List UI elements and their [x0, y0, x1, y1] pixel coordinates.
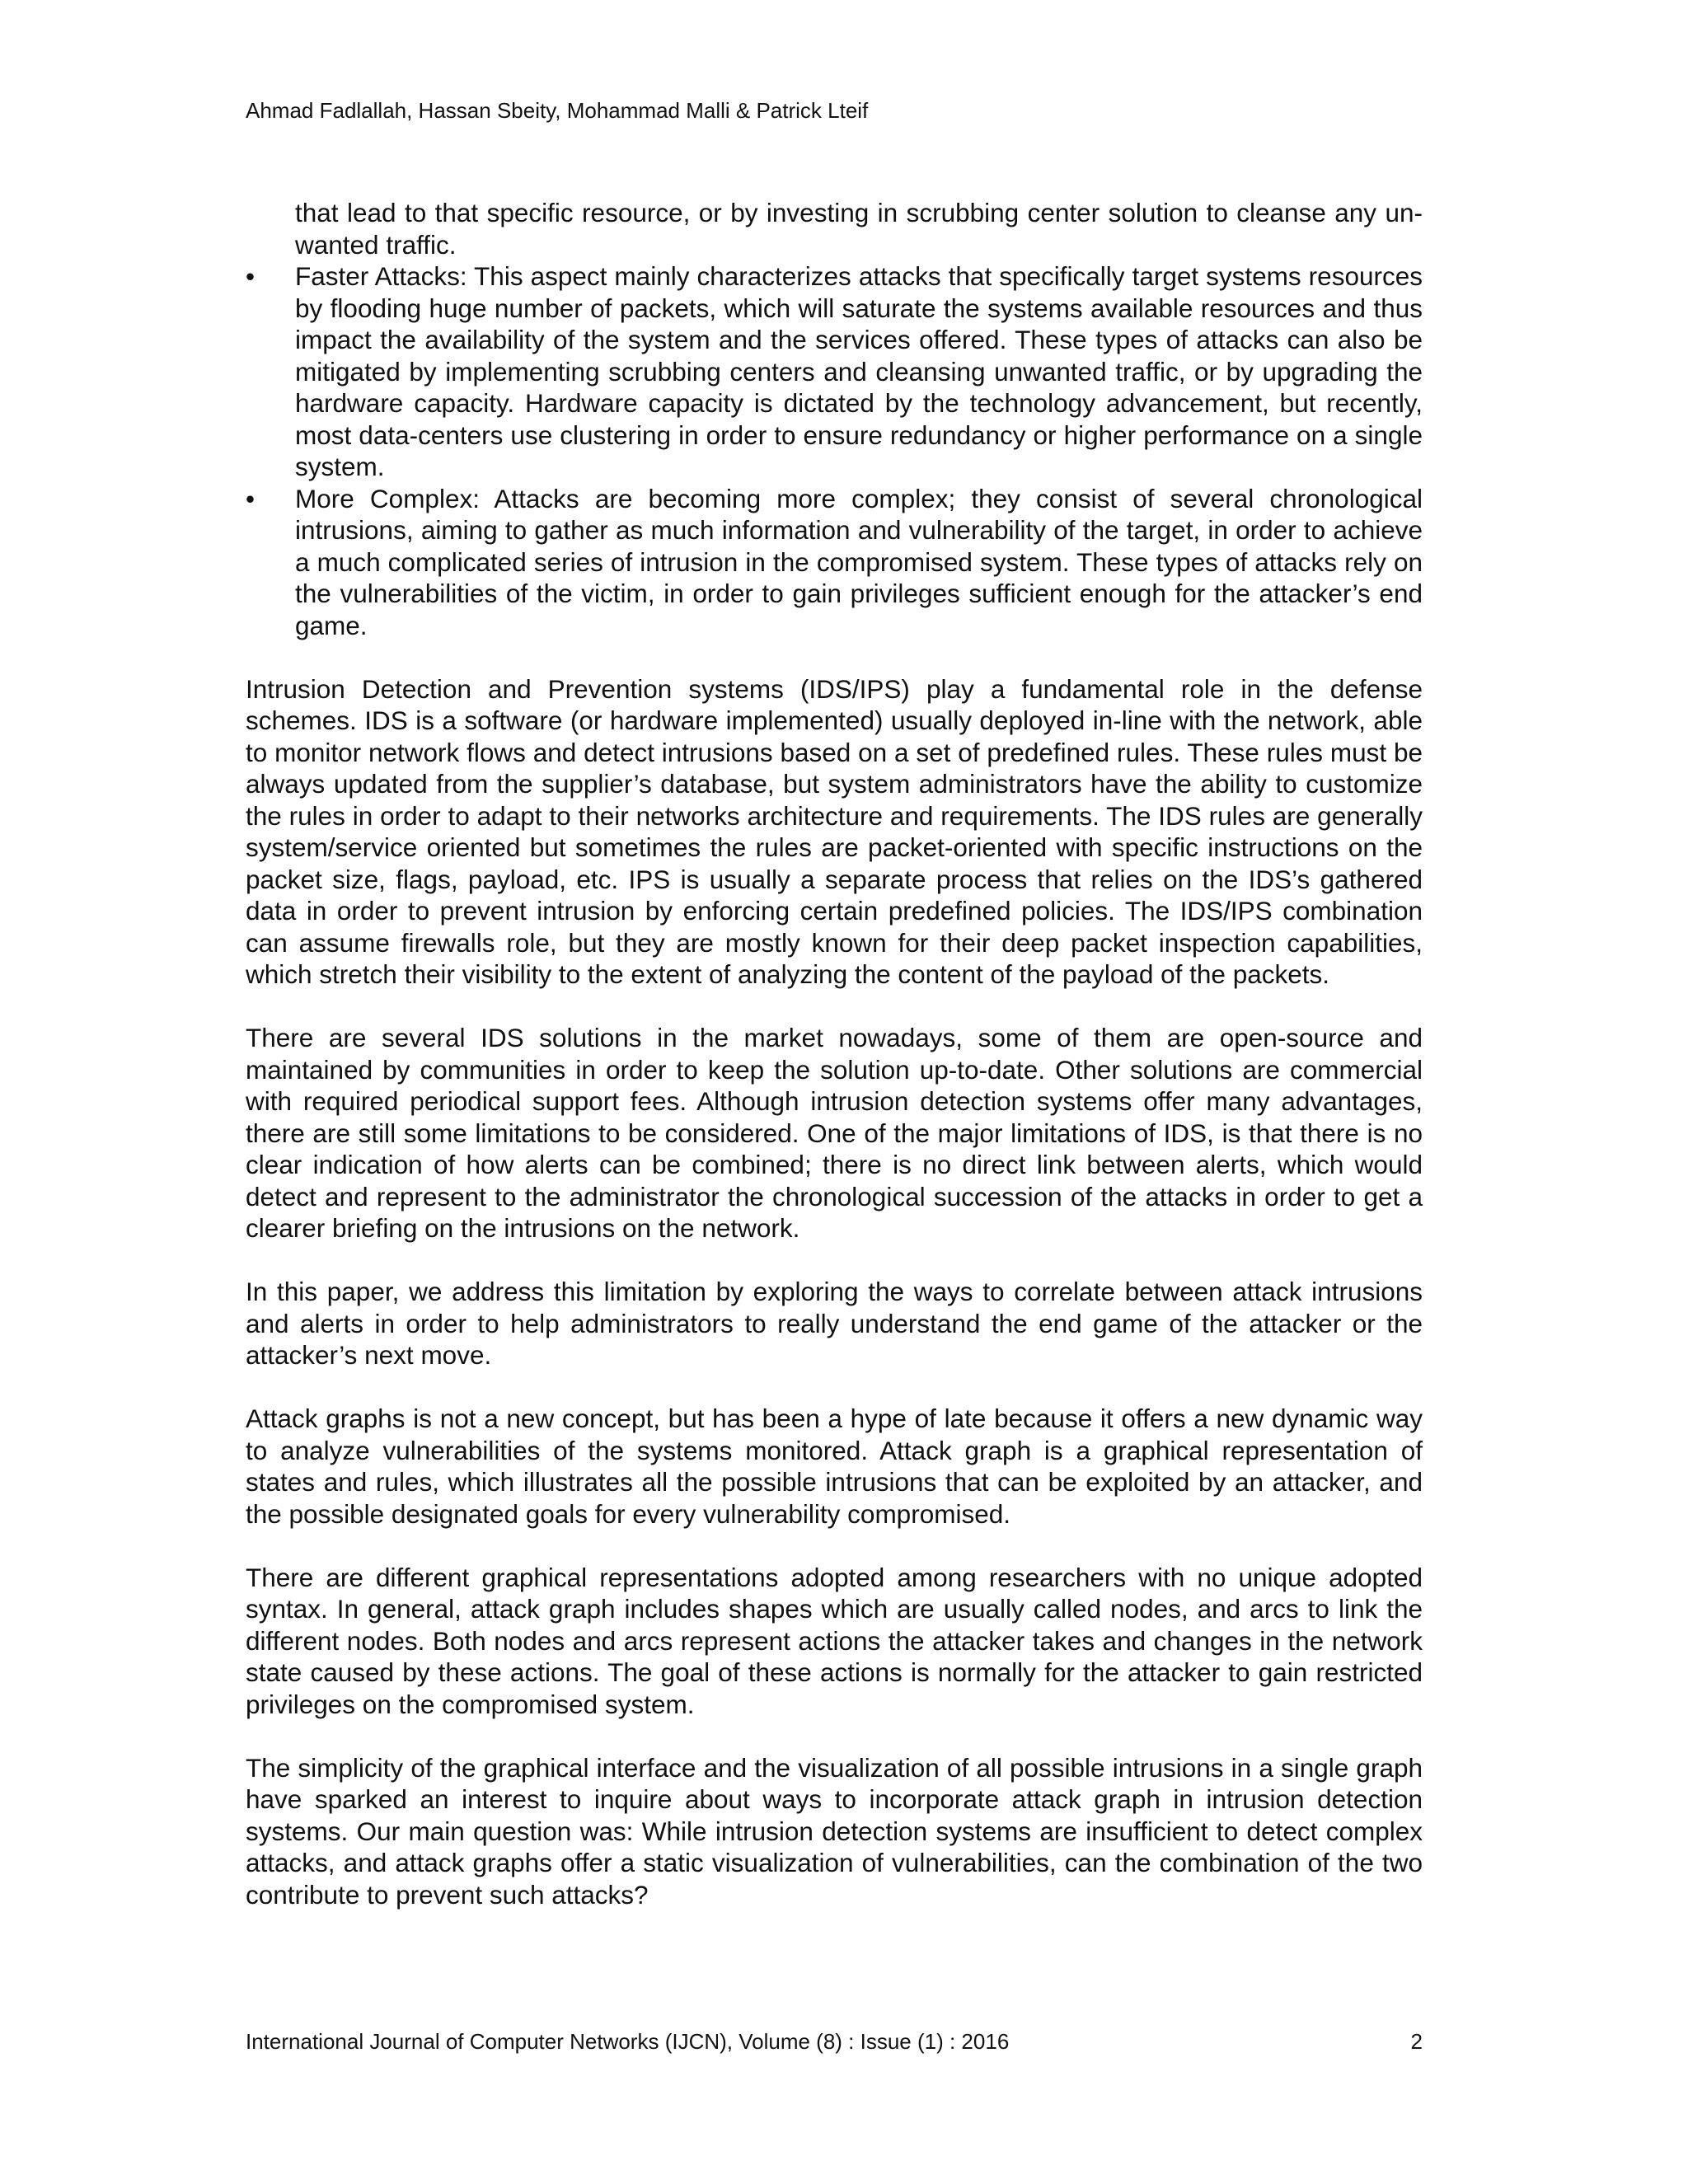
bullet-icon: • [246, 483, 256, 513]
bullet-text: Faster Attacks: This aspect mainly characterizes attacks that specifically target systems resources by flooding huge number of packets, which will saturate the systems available resources and thus impact the availability of the system and the services offered. These types of attacks can also be mitigated by implementing scrubbing centers and cleansing unwanted traffic, or by upgrading the hardware capacity. Hardware capacity is dictated by the technology advancement, but recently, most data-centers use clustering in order to ensure redundancy or higher performance on a single system. [295, 261, 1423, 481]
bullet-icon: • [246, 261, 256, 291]
paragraph-ids-solutions: There are several IDS solutions in the market nowadays, some of them are open-source and maintained by communities in order to keep the solution up-to-date. Other solutions are commercial with required periodical support fees. Although intrusion detection systems offer many advantages, there are still some limitations to be considered. One of the major limitations of IDS, is that there is no clear indication of how alerts can be combined; there is no direct link between alerts, which would detect and represent to the administrator the chronological succession of the attacks in order to get a clearer briefing on the intrusions on the network. [246, 1023, 1423, 1243]
paragraph-ids-ips: Intrusion Detection and Prevention systems (IDS/IPS) play a fundamental role in the defense schemes. IDS is a software (or hardware implemented) usually deployed in-line with the network, able to monitor network flows and detect intrusions based on a set of predefined rules. These rules must be always updated from the supplier’s database, but system administrators have the ability to customize the rules in order to adapt to their networks architecture and requirements. The IDS rules are generally system/service oriented but sometimes the rules are packet-oriented with specific instructions on the packet size, flags, payload, etc. IPS is usually a separate process that relies on the IDS’s gathered data in order to prevent intrusion by enforcing certain predefined policies. The IDS/IPS combination can assume firewalls role, but they are mostly known for their deep packet inspection capabilities, which stretch their visibility to the extent of analyzing the content of the payload of the packets. [246, 673, 1423, 989]
running-header-authors: Ahmad Fadlallah, Hassan Sbeity, Mohammad Malli & Patrick Lteif [246, 98, 869, 123]
bullet-item-more-complex [246, 483, 1423, 642]
bullet-list [246, 260, 1423, 641]
paragraph-attack-graphs: Attack graphs is not a new concept, but has been a hype of late because it offers a new dynamic way to analyze vulnerabilities of the systems monitored. Attack graph is a graphical representation of states and rules, which illustrates all the possible intrusions that can be exploited by an attacker, and the possible designated goals for every vulnerability compromised. [246, 1404, 1423, 1529]
paragraph-this-paper: In this paper, we address this limitation by exploring the ways to correlate between attack intrusions and alerts in order to help administrators to really understand the end game of the attacker or the attacker’s next move. [246, 1277, 1423, 1370]
paragraph-graphical-representations: There are different graphical representations adopted among researchers with no unique adopted syntax. In general, attack graph includes shapes which are usually called nodes, and arcs to link the different nodes. Both nodes and arcs represent actions the attacker takes and changes in the network state caused by these actions. The goal of these actions is normally for the attacker to gain restricted privileges on the compromised system. [246, 1562, 1423, 1719]
footer-journal-citation: International Journal of Computer Networks (IJCN), Volume (8) : Issue (1) : 2016 [246, 2029, 1010, 2054]
continuation-text: that lead to that specific resource, or by investing in scrubbing center solution to cleanse any un- wanted traffic. [295, 198, 1423, 260]
paragraph-main-question: The simplicity of the graphical interface and the visualization of all possible intrusions in a single graph have sparked an interest to inquire about ways to incorporate attack graph in intrusion detection systems. Our main question was: While intrusion detection systems are insufficient to detect complex attacks, and attack graphs offer a static visualization of vulnerabilities, can the combination of the two contribute to prevent such attacks? [246, 1752, 1423, 1910]
bullet-text: More Complex: Attacks are becoming more complex; they consist of several chronological intrusions, aiming to gather as much information and vulnerability of the target, in order to achieve a much complicated series of intrusion in the compromised system. These types of attacks rely on the vulnerabilities of the victim, in order to gain privileges sufficient enough for the attacker’s end game. [295, 483, 1423, 640]
bullet-item-faster-attacks [246, 260, 1423, 483]
page-body [246, 197, 1423, 1943]
footer-page-number: 2 [1410, 2029, 1423, 2054]
